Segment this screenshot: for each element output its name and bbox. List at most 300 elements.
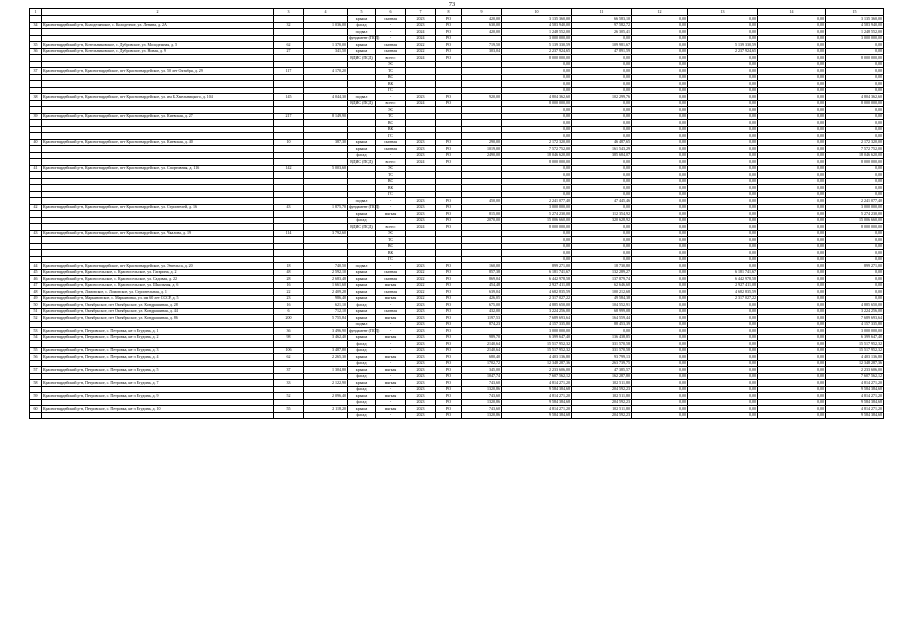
value-cell: 0,00 bbox=[826, 269, 884, 276]
address-cell: Красногвардейский р-н, Котельниковское, с. Дубровское, ул. Молодежная, д. 5 bbox=[42, 42, 274, 49]
value-cell: 9 584 384,68 bbox=[826, 399, 884, 406]
value-cell: 0,00 bbox=[758, 399, 826, 406]
source-cell: РО bbox=[436, 380, 462, 387]
total-cost-cell: 2 317 027,22 bbox=[502, 295, 572, 302]
work-type-cell: крыша bbox=[348, 380, 376, 387]
apartments-count-cell: 106 bbox=[274, 347, 304, 354]
apartments-count-cell: 33 bbox=[274, 380, 304, 387]
work-type-cell: крыша bbox=[348, 393, 376, 400]
column-number-cell: 6 bbox=[376, 9, 406, 16]
material-cell: ВС bbox=[376, 120, 406, 127]
value-cell: 3 224 256,00 bbox=[826, 308, 884, 315]
value-cell: 0,00 bbox=[688, 55, 758, 62]
source-cell: РО bbox=[436, 386, 462, 393]
column-number-cell: 9 bbox=[462, 9, 502, 16]
fee-cell: 0,00 bbox=[572, 178, 632, 185]
material-cell: мягкая bbox=[376, 393, 406, 400]
value-cell: 0,00 bbox=[632, 42, 688, 49]
fee-cell: 100 212,68 bbox=[572, 289, 632, 296]
volume-cell: 630,00 bbox=[462, 22, 502, 29]
material-cell: скатная bbox=[376, 276, 406, 283]
value-cell: 0,00 bbox=[688, 380, 758, 387]
material-cell: - bbox=[376, 341, 406, 348]
address-cell: Красногвардейский р-н, Петровское, с. Петровка, кв-л Егудина, д. 3 bbox=[42, 347, 274, 354]
address-cell: Красногвардейский р-н, Красногвардейское, пгт Красногвардейское, ул. Киевская, д. 27 bbox=[42, 113, 274, 120]
row-number-cell: 57 bbox=[30, 367, 42, 374]
fee-cell: 102 299,76 bbox=[572, 94, 632, 101]
area-cell: 712,10 bbox=[304, 308, 348, 315]
year-cell: 2023 bbox=[406, 412, 436, 419]
year-cell: 2023 bbox=[406, 263, 436, 270]
row-number-cell: 38 bbox=[30, 94, 42, 101]
volume-cell: 1320,86 bbox=[462, 386, 502, 393]
source-cell: РО bbox=[436, 55, 462, 62]
value-cell: 0,00 bbox=[632, 321, 688, 328]
value-cell: 4 682 835,59 bbox=[688, 289, 758, 296]
volume-cell: 454,48 bbox=[462, 282, 502, 289]
address-cell: Красногвардейский р-н, Красногвардейское, пгт Красногвардейское, ул. Спортивная, д. 116 bbox=[42, 165, 274, 172]
material-cell: скатная bbox=[376, 16, 406, 23]
material-cell: скатная bbox=[376, 289, 406, 296]
volume-cell: 2490,00 bbox=[462, 152, 502, 159]
work-type-cell: крыша bbox=[348, 269, 376, 276]
value-cell: 0,00 bbox=[758, 360, 826, 367]
source-cell: РО bbox=[436, 146, 462, 153]
area-cell: 2 683,48 bbox=[304, 276, 348, 283]
row-number-cell bbox=[30, 412, 42, 419]
address-cell: Красногвардейский р-н, Ломовское, с. Ломовское, ул. Строительная, д. 1 bbox=[42, 289, 274, 296]
year-cell: 2024 bbox=[406, 159, 436, 166]
value-cell: 0,00 bbox=[688, 217, 758, 224]
value-cell: 0,00 bbox=[632, 48, 688, 55]
value-cell: 0,00 bbox=[632, 315, 688, 322]
column-number-cell: 14 bbox=[758, 9, 826, 16]
value-cell: 0,00 bbox=[688, 113, 758, 120]
value-cell: 0,00 bbox=[758, 211, 826, 218]
year-cell: 2023 bbox=[406, 334, 436, 341]
value-cell: 0,00 bbox=[632, 230, 688, 237]
work-type-cell: фундамент (ПСД) bbox=[349, 327, 380, 333]
material-cell: мягкая bbox=[376, 354, 406, 361]
total-cost-cell: 3 000 000,00 bbox=[502, 328, 572, 335]
value-cell: 0,00 bbox=[758, 256, 826, 263]
source-cell: РО bbox=[436, 367, 462, 374]
apartments-count-cell: 62 bbox=[274, 42, 304, 49]
value-cell: 0,00 bbox=[826, 61, 884, 68]
source-cell: РО bbox=[436, 360, 462, 367]
total-cost-cell: 0,00 bbox=[502, 61, 572, 68]
value-cell: 0,00 bbox=[758, 373, 826, 380]
material-cell: всего: bbox=[376, 100, 406, 107]
source-cell: РО bbox=[436, 393, 462, 400]
material-cell: ЭС bbox=[376, 61, 406, 68]
value-cell: 0,00 bbox=[758, 100, 826, 107]
value-cell: 0,00 bbox=[632, 94, 688, 101]
material-cell: ВК bbox=[376, 250, 406, 257]
fee-cell: 47 385,57 bbox=[572, 367, 632, 374]
year-cell: 2023 bbox=[406, 328, 436, 335]
volume-cell: 1019,00 bbox=[462, 146, 502, 153]
year-cell: 2023 bbox=[406, 373, 436, 380]
value-cell: 0,00 bbox=[688, 243, 758, 250]
value-cell: 0,00 bbox=[632, 217, 688, 224]
table-body bbox=[30, 9, 884, 419]
fee-cell: 0,00 bbox=[572, 165, 632, 172]
volume-cell: 160,00 bbox=[462, 263, 502, 270]
apartments-count-cell: 6 bbox=[274, 308, 304, 315]
fee-cell: 331 570,58 bbox=[572, 347, 632, 354]
fee-cell: 0,00 bbox=[572, 250, 632, 257]
value-cell: 0,00 bbox=[758, 263, 826, 270]
area-cell: 4 044,30 bbox=[304, 94, 348, 101]
work-type-cell: крыша bbox=[348, 406, 376, 413]
material-cell: мягкая bbox=[376, 380, 406, 387]
address-cell: Красногвардейский р-н, Петровское, с. Петровка, кв-л Егудина, д. 4 bbox=[42, 354, 274, 361]
value-cell: 0,00 bbox=[826, 87, 884, 94]
volume-cell: 420,00 bbox=[462, 16, 502, 23]
area-cell: 2 592,10 bbox=[304, 269, 348, 276]
address-cell: Красногвардейский р-н, Красногвардейское, пгт Красногвардейское, ул. им Б.Хмельницкого, д. 104 bbox=[42, 94, 274, 101]
value-cell: 0,00 bbox=[632, 113, 688, 120]
row-number-cell: 36 bbox=[30, 48, 42, 55]
value-cell: 0,00 bbox=[758, 159, 826, 166]
value-cell: 0,00 bbox=[826, 230, 884, 237]
total-cost-cell: 4 885 650,00 bbox=[502, 302, 572, 309]
row-number-cell: 51 bbox=[30, 308, 42, 315]
value-cell: 0,00 bbox=[758, 354, 826, 361]
value-cell: 0,00 bbox=[632, 243, 688, 250]
total-cost-cell: 4 583 940,00 bbox=[502, 22, 572, 29]
volume-cell: 1047,74 bbox=[462, 373, 502, 380]
fee-cell: 204 592,23 bbox=[572, 386, 632, 393]
value-cell: 0,00 bbox=[758, 185, 826, 192]
area-cell: 2 122,90 bbox=[304, 380, 348, 387]
work-type-cell: ВДИС (ПСД) bbox=[348, 100, 376, 107]
value-cell: 0,00 bbox=[758, 393, 826, 400]
value-cell: 6 442 978,58 bbox=[688, 276, 758, 283]
total-cost-cell: 4 814 271,20 bbox=[502, 406, 572, 413]
value-cell: 0,00 bbox=[758, 237, 826, 244]
apartments-count-cell: 22 bbox=[274, 289, 304, 296]
total-cost-cell: 2 172 320,00 bbox=[502, 139, 572, 146]
total-cost-cell: 6 442 978,58 bbox=[502, 276, 572, 283]
column-number-cell: 7 bbox=[406, 9, 436, 16]
material-cell: - bbox=[376, 302, 406, 309]
value-cell: 0,00 bbox=[688, 133, 758, 140]
year-cell: 2023 bbox=[406, 211, 436, 218]
value-cell: 0,00 bbox=[632, 308, 688, 315]
fee-cell: 0,00 bbox=[572, 81, 632, 88]
row-number-cell: 48 bbox=[30, 289, 42, 296]
year-cell: 2023 bbox=[406, 302, 436, 309]
area-cell: 341,50 bbox=[304, 48, 348, 55]
material-cell: - bbox=[376, 347, 406, 354]
total-cost-cell: 15 517 952,32 bbox=[502, 347, 572, 354]
year-cell: 2023 bbox=[406, 393, 436, 400]
value-cell: 0,00 bbox=[826, 276, 884, 283]
address-cell: Красногвардейский р-н, Петровское, с. Петровка, кв-л Егудина, д. 7 bbox=[42, 380, 274, 387]
value-cell: 0,00 bbox=[632, 198, 688, 205]
total-cost-cell: 0,00 bbox=[502, 120, 572, 127]
value-cell: 8 000 000,00 bbox=[826, 224, 884, 231]
address-cell: Красногвардейский р-н, Октябрьское, пгт Октябрьское, ул. Кондрашиная, д. 44 bbox=[42, 308, 274, 315]
apartments-count-cell: 98 bbox=[274, 334, 304, 341]
value-cell: 0,00 bbox=[688, 211, 758, 218]
value-cell: 0,00 bbox=[632, 360, 688, 367]
total-cost-cell: 2 927 411,08 bbox=[502, 282, 572, 289]
value-cell: 2 241 077,40 bbox=[826, 198, 884, 205]
value-cell: 0,00 bbox=[758, 380, 826, 387]
total-cost-cell: 0,00 bbox=[502, 107, 572, 114]
source-cell: РО bbox=[436, 29, 462, 36]
volume-cell: 432,00 bbox=[462, 308, 502, 315]
area-cell bbox=[304, 412, 348, 419]
material-cell: ЭС bbox=[376, 165, 406, 172]
value-cell: 0,00 bbox=[632, 172, 688, 179]
value-cell: 4 157 335,80 bbox=[826, 321, 884, 328]
value-cell: 0,00 bbox=[688, 126, 758, 133]
value-cell: 0,00 bbox=[632, 120, 688, 127]
source-cell: РО bbox=[436, 22, 462, 29]
value-cell: 0,00 bbox=[688, 302, 758, 309]
value-cell: 0,00 bbox=[632, 146, 688, 153]
value-cell: 0,00 bbox=[758, 230, 826, 237]
work-type-cell: ВДИС (ПСД) bbox=[348, 159, 376, 166]
material-cell: - bbox=[376, 373, 406, 380]
value-cell: 0,00 bbox=[688, 321, 758, 328]
row-number-cell: 52 bbox=[30, 315, 42, 322]
total-cost-cell: 0,00 bbox=[502, 133, 572, 140]
fee-cell: 0,00 bbox=[572, 230, 632, 237]
fee-cell: 0,00 bbox=[572, 126, 632, 133]
area-cell: 2 409,28 bbox=[304, 289, 348, 296]
column-number-cell: 1 bbox=[30, 9, 42, 16]
year-cell: 2023 bbox=[406, 341, 436, 348]
volume-cell: 869,04 bbox=[462, 276, 502, 283]
area-cell: 2 265,30 bbox=[304, 354, 348, 361]
volume-cell: 2140,64 bbox=[462, 347, 502, 354]
fee-cell: 0,00 bbox=[572, 328, 632, 335]
volume-cell: 874,23 bbox=[462, 321, 502, 328]
total-cost-cell: 0,00 bbox=[502, 250, 572, 257]
value-cell: 0,00 bbox=[758, 178, 826, 185]
total-cost-cell: 2 241 077,40 bbox=[502, 198, 572, 205]
fee-cell: 164 559,44 bbox=[572, 315, 632, 322]
column-number-cell: 8 bbox=[436, 9, 462, 16]
value-cell: 0,00 bbox=[758, 172, 826, 179]
value-cell: 0,00 bbox=[826, 74, 884, 81]
column-number-cell: 10 bbox=[502, 9, 572, 16]
work-type-cell: крыша bbox=[348, 334, 376, 341]
row-number-cell: 54 bbox=[30, 334, 42, 341]
value-cell: 0,00 bbox=[758, 347, 826, 354]
value-cell: 2 927 411,08 bbox=[688, 282, 758, 289]
total-cost-cell: 4 403 136,80 bbox=[502, 354, 572, 361]
work-type-cell: крыша bbox=[348, 146, 376, 153]
apartments-count-cell: 48 bbox=[274, 269, 304, 276]
value-cell: 0,00 bbox=[632, 399, 688, 406]
material-cell: мягкая bbox=[376, 295, 406, 302]
value-cell: 0,00 bbox=[688, 399, 758, 406]
value-cell: 0,00 bbox=[758, 204, 826, 211]
value-cell: 0,00 bbox=[632, 295, 688, 302]
value-cell: 0,00 bbox=[688, 61, 758, 68]
value-cell: 0,00 bbox=[758, 22, 826, 29]
material-cell: скатная bbox=[376, 308, 406, 315]
total-cost-cell: 0,00 bbox=[502, 165, 572, 172]
source-cell: РО bbox=[436, 295, 462, 302]
row-number-cell: 53 bbox=[30, 328, 42, 335]
value-cell: 0,00 bbox=[758, 341, 826, 348]
area-cell: 1 875,70 bbox=[304, 204, 348, 211]
fee-cell: 0,00 bbox=[572, 185, 632, 192]
value-cell: 0,00 bbox=[688, 373, 758, 380]
row-number-cell: 40 bbox=[30, 139, 42, 146]
fee-cell: 66 583,10 bbox=[572, 16, 632, 23]
fee-cell: 0,00 bbox=[572, 55, 632, 62]
value-cell: 0,00 bbox=[632, 74, 688, 81]
value-cell: 0,00 bbox=[826, 68, 884, 75]
source-cell: РО bbox=[436, 48, 462, 55]
value-cell: 0,00 bbox=[632, 354, 688, 361]
value-cell: 6 399 647,40 bbox=[826, 334, 884, 341]
material-cell: ТС bbox=[376, 113, 406, 120]
total-cost-cell: 4 682 835,59 bbox=[502, 289, 572, 296]
total-cost-cell: 15 006 660,00 bbox=[502, 217, 572, 224]
value-cell: 0,00 bbox=[758, 302, 826, 309]
total-cost-cell: 6 399 647,40 bbox=[502, 334, 572, 341]
apartments-count-cell: 37 bbox=[274, 367, 304, 374]
source-cell: РО bbox=[436, 94, 462, 101]
value-cell: 0,00 bbox=[632, 152, 688, 159]
work-type-cell: фундамент (ПСД) bbox=[349, 35, 380, 41]
row-number-cell: 37 bbox=[30, 68, 42, 75]
address-cell: Красногвардейский р-н, Красносельское, с. Красносельское, ул. Школьная, д. 6 bbox=[42, 282, 274, 289]
value-cell: 0,00 bbox=[758, 152, 826, 159]
work-type-cell: крыша bbox=[348, 367, 376, 374]
material-cell: ГС bbox=[376, 133, 406, 140]
volume-cell: 420,00 bbox=[462, 29, 502, 36]
work-type-cell: крыша bbox=[348, 16, 376, 23]
fee-cell: 132 289,27 bbox=[572, 269, 632, 276]
source-cell: РО bbox=[436, 224, 462, 231]
address-cell: Красногвардейский р-н, Марьяновское, с. Марьяновка, ул. им 60 лет СССР, д. 5 bbox=[42, 295, 274, 302]
row-number-cell: 45 bbox=[30, 269, 42, 276]
column-number-cell: 5 bbox=[348, 9, 376, 16]
total-cost-cell: 0,00 bbox=[502, 243, 572, 250]
value-cell: 0,00 bbox=[632, 191, 688, 198]
value-cell: 0,00 bbox=[758, 328, 826, 335]
value-cell: 0,00 bbox=[688, 172, 758, 179]
total-cost-cell: 0,00 bbox=[502, 172, 572, 179]
work-type-cell: подвал bbox=[348, 198, 376, 205]
material-cell: скатная bbox=[376, 269, 406, 276]
total-cost-cell: 0,00 bbox=[502, 178, 572, 185]
fee-cell: 0,00 bbox=[572, 243, 632, 250]
value-cell: 0,00 bbox=[758, 191, 826, 198]
work-type-cell: фасад bbox=[348, 373, 376, 380]
apartments-count-cell: 114 bbox=[274, 230, 304, 237]
work-type-cell: фасад bbox=[348, 341, 376, 348]
value-cell: 0,00 bbox=[758, 107, 826, 114]
area-cell: 2 118,20 bbox=[304, 406, 348, 413]
value-cell: 0,00 bbox=[758, 94, 826, 101]
source-cell: РО bbox=[436, 399, 462, 406]
apartments-count-cell: 117 bbox=[274, 68, 304, 75]
value-cell: 0,00 bbox=[688, 354, 758, 361]
value-cell: 2 233 606,00 bbox=[826, 367, 884, 374]
year-cell: 2023 bbox=[406, 406, 436, 413]
year-cell: 2023 bbox=[406, 16, 436, 23]
fee-cell: 0,00 bbox=[572, 100, 632, 107]
total-cost-cell: 7 607 562,12 bbox=[502, 373, 572, 380]
fee-cell: 102 511,80 bbox=[572, 406, 632, 413]
source-cell: РО bbox=[436, 204, 462, 211]
value-cell: 0,00 bbox=[632, 367, 688, 374]
volume-cell: 719,50 bbox=[462, 42, 502, 49]
value-cell: 8 000 000,00 bbox=[826, 55, 884, 62]
value-cell: 9 584 384,68 bbox=[826, 412, 884, 419]
value-cell: 0,00 bbox=[688, 386, 758, 393]
address-cell: Красногвардейский р-н, Красносельское, с. Красносельское, ул. Гагарина, д. 2 bbox=[42, 269, 274, 276]
value-cell: 4 814 271,20 bbox=[826, 380, 884, 387]
fee-cell: 0,00 bbox=[572, 120, 632, 127]
total-cost-cell: 2 237 924,65 bbox=[502, 48, 572, 55]
value-cell: 0,00 bbox=[688, 256, 758, 263]
source-cell: РО bbox=[436, 276, 462, 283]
source-cell: РО bbox=[436, 328, 462, 335]
material-cell: - bbox=[376, 35, 406, 42]
value-cell: 0,00 bbox=[632, 29, 688, 36]
work-type-cell: крыша bbox=[348, 289, 376, 296]
value-cell: 4 814 271,20 bbox=[826, 406, 884, 413]
fee-cell: 204 592,23 bbox=[572, 399, 632, 406]
area-cell: 2 096,40 bbox=[304, 393, 348, 400]
apartments-count-cell: 43 bbox=[274, 204, 304, 211]
fee-cell: 0,00 bbox=[572, 87, 632, 94]
value-cell: 15 006 660,00 bbox=[826, 217, 884, 224]
row-number-cell: 44 bbox=[30, 263, 42, 270]
material-cell: мягкая bbox=[376, 334, 406, 341]
fee-cell: 0,00 bbox=[572, 256, 632, 263]
year-cell: 2023 bbox=[406, 198, 436, 205]
area-cell: 986,40 bbox=[304, 295, 348, 302]
source-cell: РО bbox=[436, 217, 462, 224]
fee-cell: 18 730,80 bbox=[572, 263, 632, 270]
value-cell: 0,00 bbox=[758, 126, 826, 133]
material-cell: ВК bbox=[376, 126, 406, 133]
value-cell: 0,00 bbox=[758, 29, 826, 36]
material-cell: ЭС bbox=[376, 230, 406, 237]
value-cell: 15 517 952,32 bbox=[826, 347, 884, 354]
row-number-cell: 55 bbox=[30, 347, 42, 354]
fee-cell: 102 511,80 bbox=[572, 393, 632, 400]
material-cell: скатная bbox=[376, 48, 406, 55]
column-number-row bbox=[30, 9, 884, 16]
fee-cell: 46 487,65 bbox=[572, 139, 632, 146]
address-cell: Красногвардейский р-н, Красногвардейское, пгт Красногвардейское, ул. Энгельса, д. 20 bbox=[42, 263, 274, 270]
value-cell: 0,00 bbox=[632, 165, 688, 172]
year-cell: 2023 bbox=[406, 321, 436, 328]
value-cell: 0,00 bbox=[688, 178, 758, 185]
work-type-cell: крыша bbox=[348, 276, 376, 283]
value-cell: 0,00 bbox=[758, 269, 826, 276]
fee-cell: 26 305,41 bbox=[572, 29, 632, 36]
address-cell: Красногвардейский р-н, Октябрьское, пгт Октябрьское, ул. Кондрашиная, д. 28 bbox=[42, 302, 274, 309]
area-cell: 387,30 bbox=[304, 139, 348, 146]
fee-cell: 0,00 bbox=[572, 113, 632, 120]
apartments-count-cell: 217 bbox=[274, 113, 304, 120]
